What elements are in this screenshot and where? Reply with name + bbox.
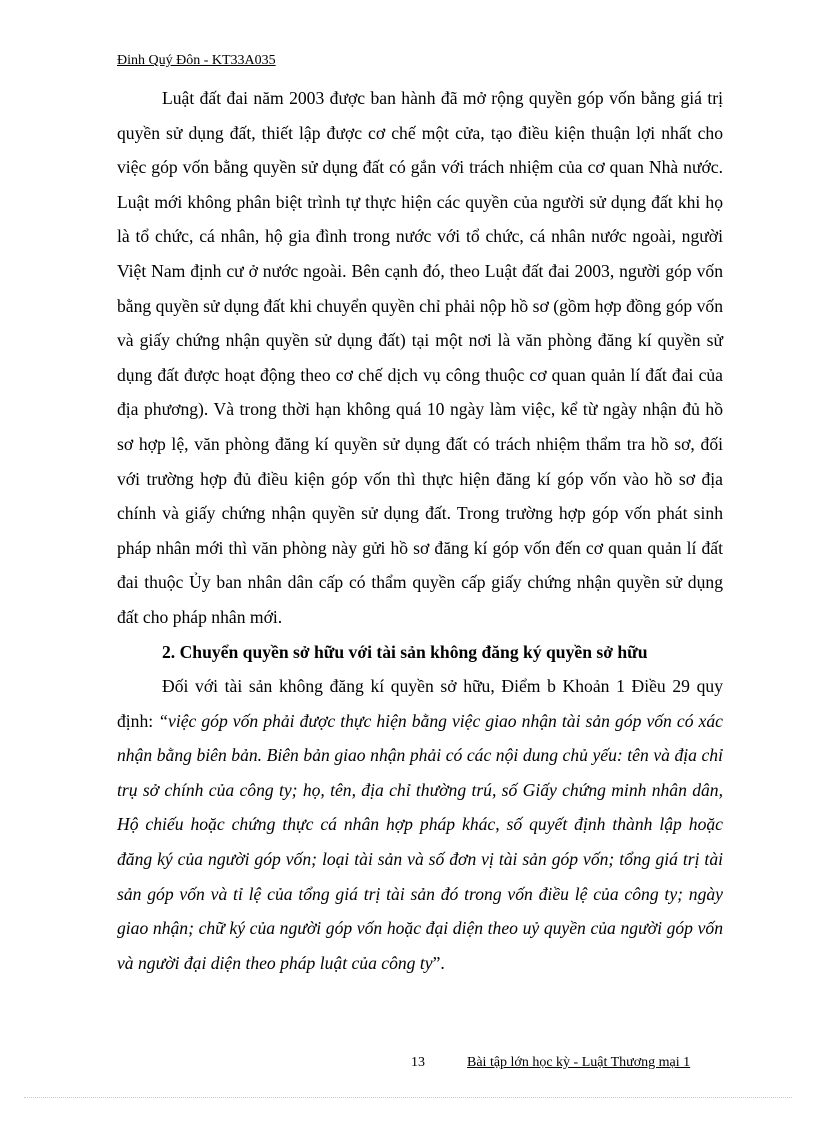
page-number: 13: [411, 1055, 425, 1070]
document-body: [117, 81, 723, 980]
page-footer: [411, 1054, 723, 1072]
quote-closing: ”.: [432, 952, 445, 973]
paragraph-land-law-2003: Luật đất đai năm 2003 được ban hành đã mở rộng quyền góp vốn bằng giá trị quyền sử dụng đất, thiết lập được cơ chế một cửa, tạo điều kiện thuận lợi nhất cho việc góp vốn bằng quyền sử dụng đất có gắn với trách nhiệm của cơ quan Nhà nước. Luật mới không phân biệt trình tự thực hiện các quyền của người sử dụng đất khi họ là tổ chức, cá nhân, hộ gia đình trong nước với tổ chức, cá nhân nước ngoài, người Việt Nam định cư ở nước ngoài. Bên cạnh đó, theo Luật đất đai 2003, người góp vốn bằng quyền sử dụng đất khi chuyển quyền chỉ phải nộp hồ sơ (gồm hợp đồng góp vốn và giấy chứng nhận quyền sử dụng đất) tại một nơi là văn phòng đăng kí quyền sử dụng đất được hoạt động theo cơ chế dịch vụ công thuộc cơ quan quản lí đất đai của địa phương). Và trong thời hạn không quá 10 ngày làm việc, kể từ ngày nhận đủ hồ sơ hợp lệ, văn phòng đăng kí quyền sử dụng đất có trách nhiệm thẩm tra hồ sơ, đối với trường hợp đủ điều kiện góp vốn thì thực hiện đăng kí góp vốn vào hồ sơ địa chính và giấy chứng nhận quyền sử dụng đất. Trong trường hợp góp vốn phát sinh pháp nhân mới thì văn phòng này gửi hồ sơ đăng kí góp vốn đến cơ quan quản lí đất đai thuộc Ủy ban nhân dân cấp có thẩm quyền cấp giấy chứng nhận quyền sử dụng đất cho pháp nhân mới.: [117, 88, 723, 627]
section-heading: 2. Chuyển quyền sở hữu với tài sản không đăng ký quyền sở hữu: [162, 641, 648, 662]
legal-quote: “việc góp vốn phải được thực hiện bằng việc giao nhận tài sản góp vốn có xác nhận bằng biên bản. Biên bản giao nhận phải có các nội dung chủ yếu: tên và địa chỉ trụ sở chính của công ty; họ, tên, địa chỉ thường trú, số Giấy chứng minh nhân dân, Hộ chiếu hoặc chứng thực cá nhân hợp pháp khác, số quyết định thành lập hoặc đăng ký của người góp vốn; loại tài sản và số đơn vị tài sản góp vốn; tổng giá trị tài sản góp vốn và tỉ lệ của tổng giá trị tài sản đó trong vốn điều lệ của công ty; ngày giao nhận; chữ ký của người góp vốn hoặc đại diện theo uỷ quyền của người góp vốn và người đại diện theo pháp luật của công ty: [117, 710, 723, 973]
paragraph-intro-text: Đối với tài sản không đăng kí quyền sở hữu, Điểm b Khoản 1 Điều 29 quy định:: [117, 676, 723, 731]
footer-title: Bài tập lớn học kỳ - Luật Thương mại 1: [467, 1055, 691, 1070]
page-header-author: Đinh Quý Đôn - KT33A035: [117, 53, 276, 68]
page-bottom-divider: [24, 1097, 792, 1098]
paragraph-unregistered-assets: [117, 669, 723, 980]
